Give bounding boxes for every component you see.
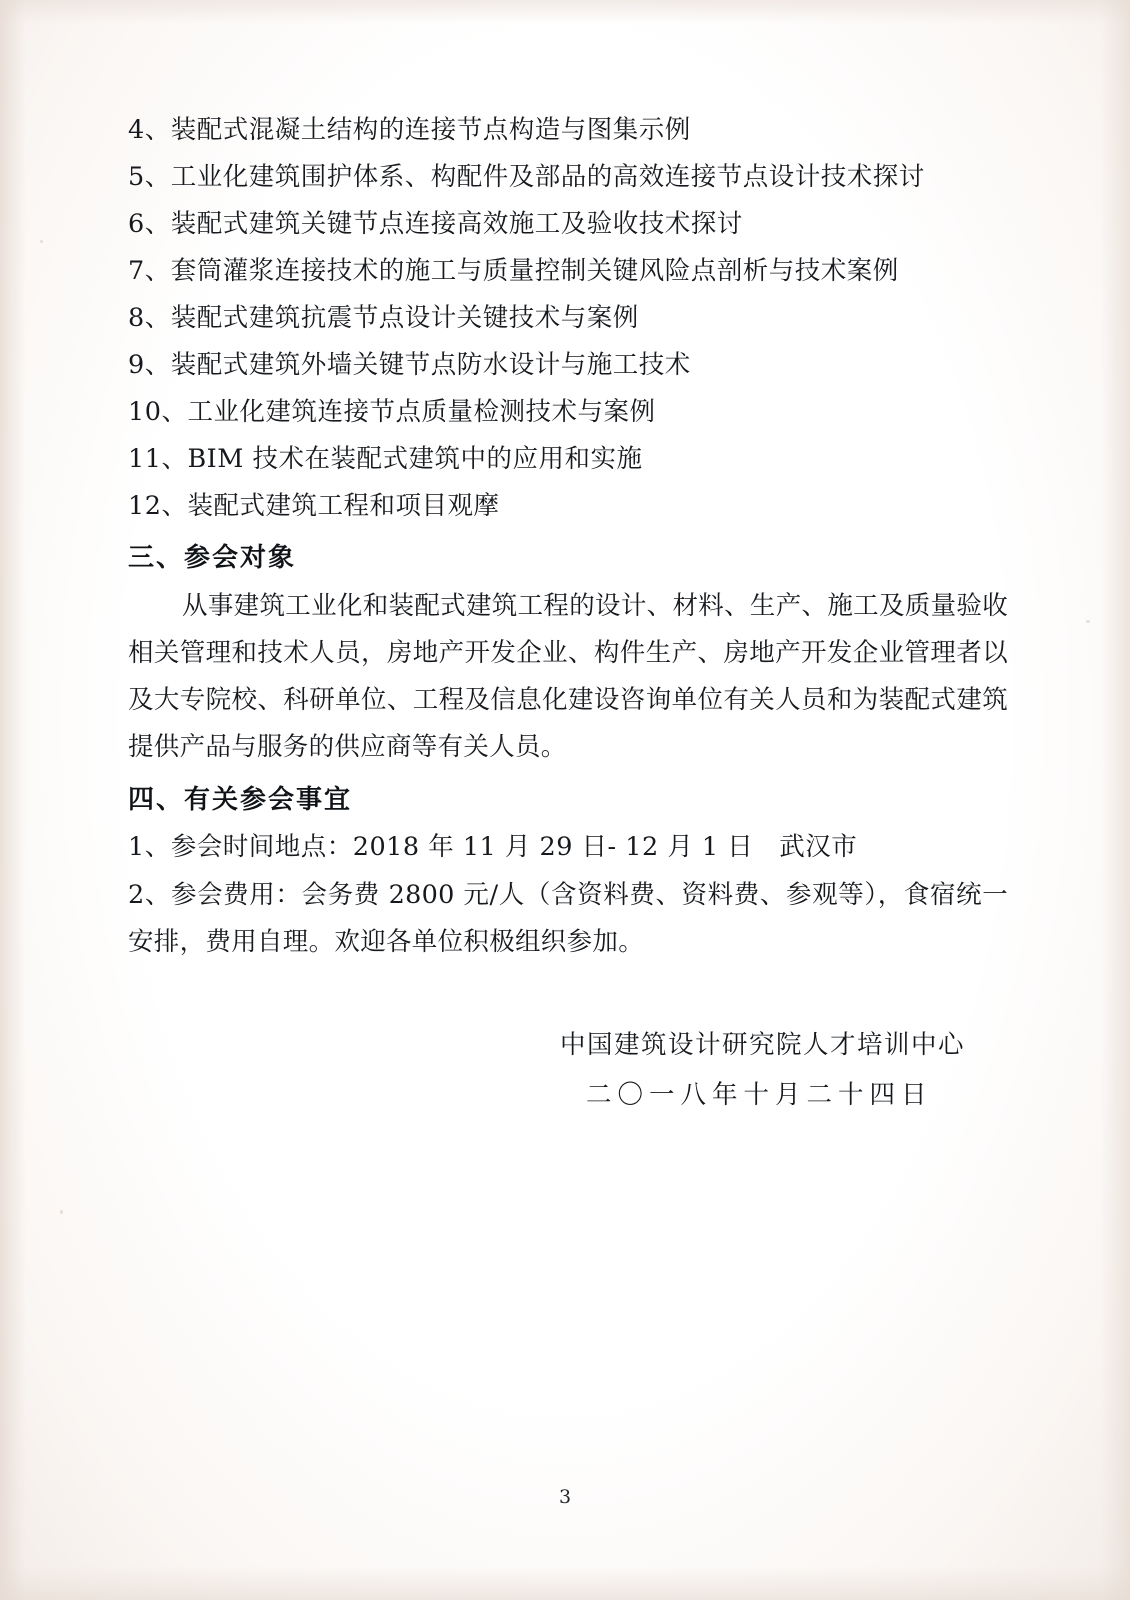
agenda-item: 4、装配式混凝土结构的连接节点构造与图集示例 bbox=[128, 115, 691, 145]
section-four-item: 2、参会费用：会务费 2800 元/人（含资料费、资料费、参观等），食宿统一安排，费用自理。欢迎各单位积极组织参加。 bbox=[128, 880, 1008, 957]
page-number: 3 bbox=[558, 1486, 572, 1508]
agenda-item: 12、装配式建筑工程和项目观摩 bbox=[128, 491, 500, 521]
page-edge-shadow-top bbox=[0, 0, 1130, 24]
section-heading-three: 三、参会对象 bbox=[128, 543, 297, 573]
section-heading-four: 四、有关参会事宜 bbox=[128, 785, 353, 815]
agenda-item: 9、装配式建筑外墙关键节点防水设计与施工技术 bbox=[128, 350, 691, 380]
section-four-item: 1、参会时间地点：2018 年 11 月 29 日- 12 月 1 日 武汉市 bbox=[128, 832, 858, 862]
agenda-item: 8、装配式建筑抗震节点设计关键技术与案例 bbox=[128, 303, 639, 333]
signature-block bbox=[560, 1020, 1030, 1120]
page-edge-shadow-bottom bbox=[0, 1566, 1130, 1600]
page-edge-shadow-right bbox=[1100, 0, 1130, 1600]
signature-organization: 中国建筑设计研究院人才培训中心 bbox=[560, 1030, 966, 1060]
page-edge-shadow-left bbox=[0, 0, 26, 1600]
document-body bbox=[128, 108, 1008, 966]
section-three-paragraph bbox=[128, 583, 1008, 771]
agenda-item: 7、套筒灌浆连接技术的施工与质量控制关键风险点剖析与技术案例 bbox=[128, 256, 899, 286]
agenda-item: 5、工业化建筑围护体系、构配件及部品的高效连接节点设计技术探讨 bbox=[128, 162, 925, 192]
agenda-item: 6、装配式建筑关键节点连接高效施工及验收技术探讨 bbox=[128, 209, 743, 239]
scan-speckle bbox=[60, 1210, 63, 1214]
scan-speckle bbox=[1086, 620, 1090, 623]
signature-date: 二〇一八年十月二十四日 bbox=[586, 1080, 933, 1110]
agenda-item: 11、BIM 技术在装配式建筑中的应用和实施 bbox=[128, 444, 643, 474]
section-three-paragraph-text: 从事建筑工业化和装配式建筑工程的设计、材料、生产、施工及质量验收相关管理和技术人员，房地产开发企业、构件生产、房地产开发企业管理者以及大专院校、科研单位、工程及信息化建设咨询单位有关人员和为装配式建筑提供产品与服务的供应商等有关人员。 bbox=[128, 591, 1008, 762]
agenda-item: 10、工业化建筑连接节点质量检测技术与案例 bbox=[128, 397, 656, 427]
scan-speckle bbox=[40, 240, 43, 243]
